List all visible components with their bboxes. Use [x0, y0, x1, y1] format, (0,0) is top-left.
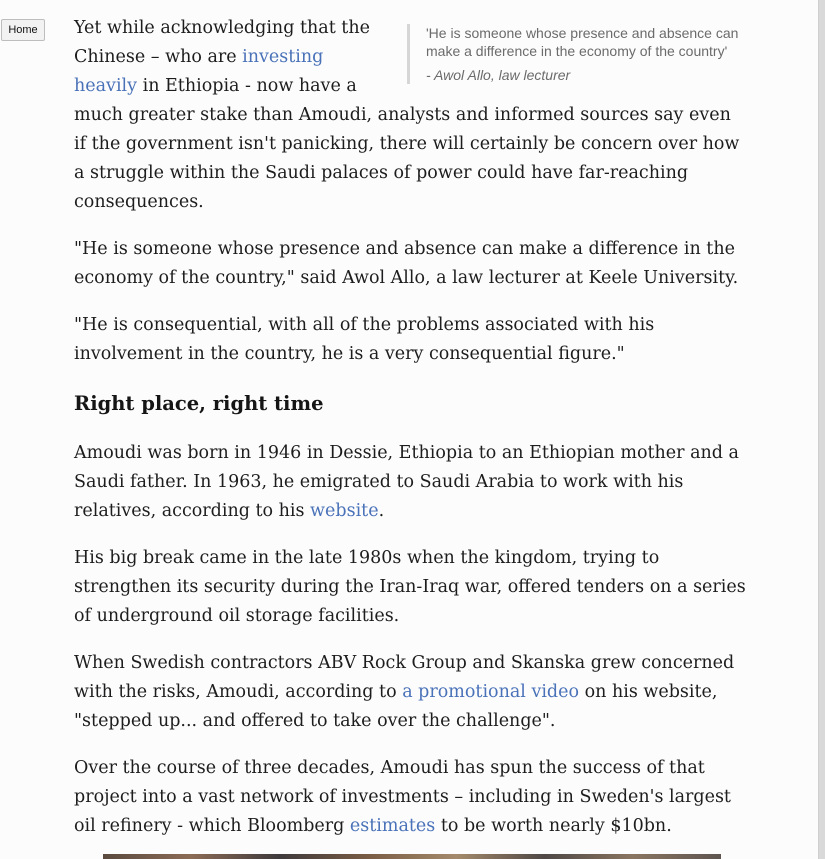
- home-button[interactable]: Home: [1, 19, 45, 41]
- pull-quote-text: 'He is someone whose presence and absence can make a difference in the economy of the country': [426, 25, 739, 59]
- website-link[interactable]: website: [310, 501, 379, 521]
- section-heading: Right place, right time: [74, 392, 324, 415]
- paragraph-1-text-a: Yet while acknowledging that the Chinese – who are: [74, 18, 370, 67]
- pull-quote: [407, 24, 746, 84]
- paragraph-3: "He is consequential, with all of the problems associated with his involvement in the country, he is a very consequential figure.": [74, 315, 655, 364]
- paragraph-1-text-b: in Ethiopia - now have a much greater stake than Amoudi, analysts and informed sources say even if the government isn't panicking, there will certainly be concern over how a struggle within the Saudi palaces of power could have far-reaching consequences.: [74, 76, 740, 212]
- paragraph-7: [74, 754, 746, 841]
- paragraph-4: [74, 439, 746, 526]
- paragraph-2: "He is someone whose presence and absence can make a difference in the economy of the country," said Awol Allo, a law lecturer at Keele University.: [74, 239, 739, 288]
- paragraph-6-text-b: on his website, "stepped up... and offered to take over the challenge".: [74, 682, 718, 731]
- paragraph-7-text-b: to be worth nearly $10bn.: [435, 816, 672, 836]
- paragraph-4-text-a: Amoudi was born in 1946 in Dessie, Ethiopia to an Ethiopian mother and a Saudi father. In 1963, he emigrated to Saudi Arabia to work with his relatives, according to his: [74, 443, 739, 521]
- pull-quote-attribution: - Awol Allo, law lecturer: [426, 67, 571, 83]
- paragraph-4-text-b: .: [378, 501, 385, 521]
- paragraph-5: His big break came in the late 1980s when the kingdom, trying to strengthen its security during the Iran-Iraq war, offered tenders on a series of underground oil storage facilities.: [74, 548, 746, 626]
- paragraph-6-text-a: When Swedish contractors ABV Rock Group and Skanska grew concerned with the risks, Amoudi, according to: [74, 653, 735, 702]
- estimates-link[interactable]: estimates: [349, 816, 436, 836]
- paragraph-7-text-a: Over the course of three decades, Amoudi has spun the success of that project into a vast network of investments – including in Sweden's largest oil refinery - which Bloomberg: [74, 758, 731, 836]
- promotional-video-link[interactable]: a promotional video: [402, 682, 580, 702]
- article-image: [103, 854, 721, 859]
- article-body: [74, 14, 746, 859]
- investing-heavily-link[interactable]: investing heavily: [74, 47, 324, 96]
- paragraph-6: [74, 649, 746, 736]
